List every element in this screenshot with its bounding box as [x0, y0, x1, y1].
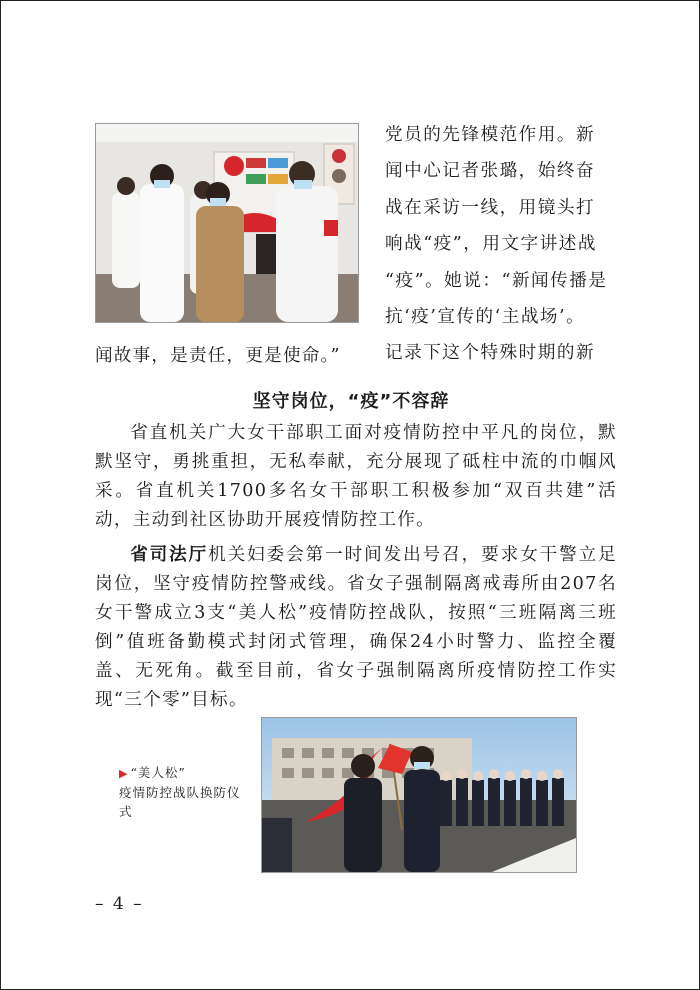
side-line: 抗‘疫’宣传的‘主战场’。 [385, 307, 586, 328]
body-text [95, 419, 617, 715]
side-line: “疫”。她说：“新闻传播是 [385, 270, 608, 291]
paragraph-continuation: 闻故事，是责任，更是使命。” [95, 346, 341, 366]
ceremony-photo [261, 717, 577, 873]
interview-photo [95, 123, 359, 323]
paragraph [95, 541, 617, 715]
side-line: 党员的先锋模范作用。新 [385, 125, 596, 145]
paragraph-rest: 机关妇委会第一时间发出号召，要求女干警立足岗位，坚守疫情防控警戒线。省女子强制隔离戒毒所由207名女干警成立3支“美人松”疫情防控战队，按照“三班隔离三班倒”值班备勤模式封闭式管理，确保24小时警力、监控全覆盖、无死角。截至目前，省女子强制隔离所疫情防控工作实现“三个零”目标。 [95, 545, 617, 710]
side-line: 响战“疫”，用文字讲述战 [385, 234, 597, 255]
side-line: 记录下这个特殊时期的新 [385, 343, 596, 364]
bold-lead: 省司法厅 [130, 545, 209, 565]
side-line: 战在采访一线，用镜头打 [385, 197, 596, 218]
section-heading: 坚守岗位，“疫”不容辞 [252, 391, 450, 412]
caption-line: “美人松” [130, 765, 186, 780]
paragraph: 省直机关广大女干部职工面对疫情防控中平凡的岗位，默默坚守，勇挑重担，无私奉献，充分展现了砥柱中流的巾帼风采。省直机关1700多名女干部职工积极参加“双百共建”活动，主动到社区协助开展疫情防控工作。 [95, 423, 617, 530]
side-line: 闻中心记者张璐，始终奋 [385, 161, 596, 182]
photo-caption [119, 763, 249, 821]
page-number: – 4 – [95, 894, 144, 914]
caption-line: 疫情防控战队换防仪式 [119, 785, 241, 819]
triangle-marker-icon: ▶ [119, 767, 129, 780]
side-paragraph [385, 117, 611, 372]
